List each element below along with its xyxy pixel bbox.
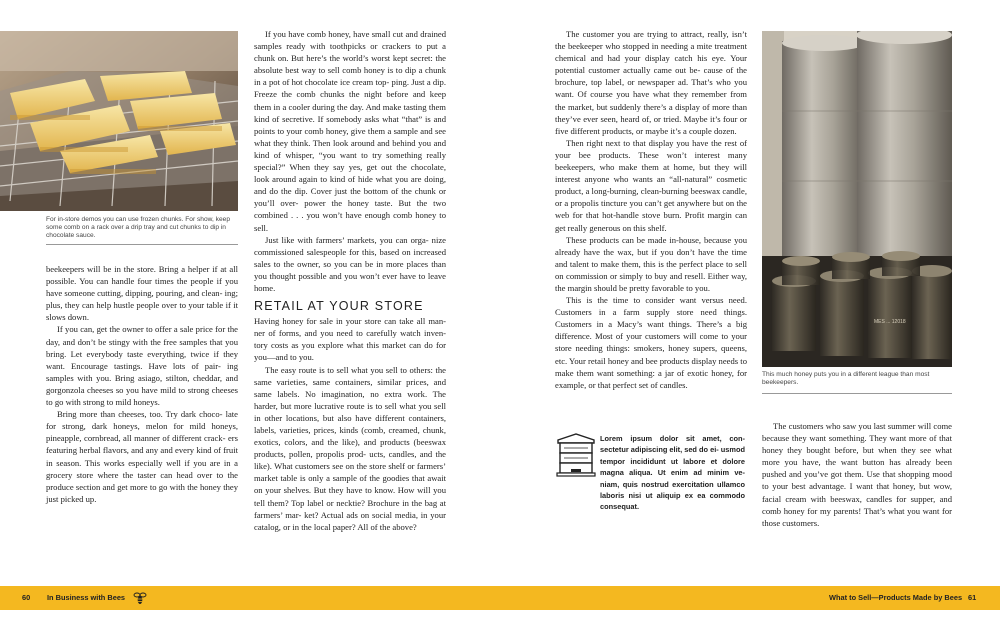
footer-band [0, 586, 1000, 610]
tip-box-text: Lorem ipsum dolor sit amet, con- sectetur adipiscing elit, sed do ei- usmod tempor incididunt ut labore et dolore magna aliqua. Ut enim ad minim ve- niam, quis nostrud exercitation ullamco laboris nisi ut aliquip ex ea commodo consequat. [600, 434, 745, 512]
right-running-title: What to Sell—Products Made by Bees [829, 593, 963, 602]
right-page-number: 61 [968, 593, 977, 602]
paragraph: These products can be made in-house, because you already have the wax, but if you don’t have the time and talent to make them, this is the perfect place to sell on commission or simply to buy and resell. Either way, the margin should be pretty favorable to you. [555, 234, 747, 293]
left-column-1 [46, 263, 238, 505]
paragraph: Then right next to that display you have the rest of your bee products. These won’t interest many beekeepers, who make them at home, but they will interest anyone who wants an “all-natural” cosmetic product, a long-burning, clean-burning beeswax candle, or a propolis tincture you can’t get anywhere but on the web for that hot-handle stove burn. Profit margin can get really generous on this shelf. [555, 137, 747, 233]
paragraph: This is the time to consider want versus need. Customers in a farm supply store need things. Customers in a Macy’s want things. There’s a big difference. Most of your customers will come to your store needing things: smokers, honey supers, queens, etc. Your retail honey and bee products display needs to make them want something: a jar of exotic honey, for example, or that perfect set of candles. [555, 295, 747, 390]
left-caption-rule [46, 244, 238, 245]
drum-label-text: MES ... 12018 [874, 319, 906, 325]
paragraph: Bring more than cheeses, too. Try dark choco- late for strong, dark honeys, melon for mild honeys, pineapple, cornbread, all manner of different crack- ers featuring herbal flavors, and any and every kind of fruit in season. This works especially well if you are in a grocery store where the taster can head over to the produce section and get more to go with the honey they just picked up. [46, 409, 238, 504]
section-heading: RETAIL AT YOUR STORE [254, 299, 424, 314]
left-photo-caption: For in-store demos you can use frozen chunks. For show, keep some comb on a rack over a drip tray and cut chunks to dip in chocolate sauce. [46, 216, 230, 240]
paragraph: If you can, get the owner to offer a sale price for the day, and don’t be stingy with the free samples that you bring. Let everybody taste everything, twice if they want. Encourage tastings. Have lots of pair- ing samples with you. Bring asiago, stilton, cheddar, and gorgonzola cheeses so you have mild to strong cheeses to go with strong to mild honeys. [46, 324, 238, 408]
paragraph: The customer you are trying to attract, really, isn’t the beekeeper who stopped in needing a mite treatment chemical and had your display catch his eye. Your potential customer actually came out be- cause of the brochure, top label, or newspaper ad. That’s who you want. Of course you have what they remember from the market, but suddenly there’s a display of more than they’ve ever seen, heard of, or tried. Maybe it’s four or five different products, or maybe it’s a couple dozen. [555, 29, 747, 136]
left-running-title: In Business with Bees [47, 593, 126, 602]
right-caption-rule [762, 393, 952, 394]
beehive-icon [555, 432, 597, 478]
right-photo-caption: This much honey puts you in a different league than most beekeepers. [762, 371, 930, 387]
right-column-1 [555, 28, 747, 391]
paragraph: Just like with farmers’ markets, you can orga- nize commissioned salespeople for this, based on increased sales to the owner, so you can be in more places than you thought possible and you won’t ever have to leave home. [254, 234, 446, 293]
paragraph: beekeepers will be in the store. Bring a helper if at all possible. You can handle four times the people if you have someone cutting, dipping, pouring, and clean- ing; plus, they can help hustle people over to your table if it slows down. [46, 264, 238, 323]
honeycomb-photo [0, 31, 238, 211]
honey-tanks-photo [762, 31, 952, 367]
paragraph: If you have comb honey, have small cut and drained samples ready with toothpicks or crackers to put a chunk on. But here’s the world’s worst kept secret: the absolute best way to sell comb honey is to dip a chunk in a pot of hot chocolate ice cream top- ping. Just a dip. Freeze the comb chunks the night before and keep them in a cooler during the day. And make tasting them kind of secretive. If somebody asks what “that” is and points to your comb honey, give them a sample and see what they think. Then look around and behind you and kind of whisper, “you want to try something really special?” When they say yes, get out the chocolate, look around again to kind of hide what you are doing, and do the dip. Cover just the bottom of the chunk or you’ll over- power the honey taste. But the two combined . . . you won’t have enough comb honey to sell. [254, 29, 446, 233]
paragraph: The easy route is to sell what you sell to others: the same varieties, same containers, similar prices, and same labels. No imagination, no extra work. The harder, but more lucrative route is to sell what you sell in other locations, but also have different containers, labels, varieties, prices, kinds (comb, creamed, chunk, exotics, colors, and the like), and products (beeswax products, pollen, propolis prod- ucts, candles, and the like). What customers see on the store shelf or farmers’ market table is only a sample of the goodies that await on your shelves. But they have to know. How will you tell them? Top label or necktie? Brochure in the bag at farmers’ mar- ket? Actual ads on social media, in your catalog, or in the local paper? All of the above? [254, 364, 446, 532]
left-column-2 [254, 28, 446, 533]
paragraph: The customers who saw you last summer will come because they want something. They want more of that honey they bought before, but when they see what more you have, the want button has already been pushed and you’ve got them. Use that shopping mood to your best advantage. I want that honey, but wow, facial cream with beeswax, candles for supper, and comb honey for my parents! That’s what you want for those customers. [762, 421, 952, 528]
left-page-number: 60 [22, 593, 31, 602]
bee-icon [132, 590, 148, 608]
right-column-2 [762, 420, 952, 529]
paragraph: Having honey for sale in your store can take all man- ner of forms, and you need to carefully watch inven- tory costs as you explore what this market can do for you—and to you. [254, 316, 446, 363]
